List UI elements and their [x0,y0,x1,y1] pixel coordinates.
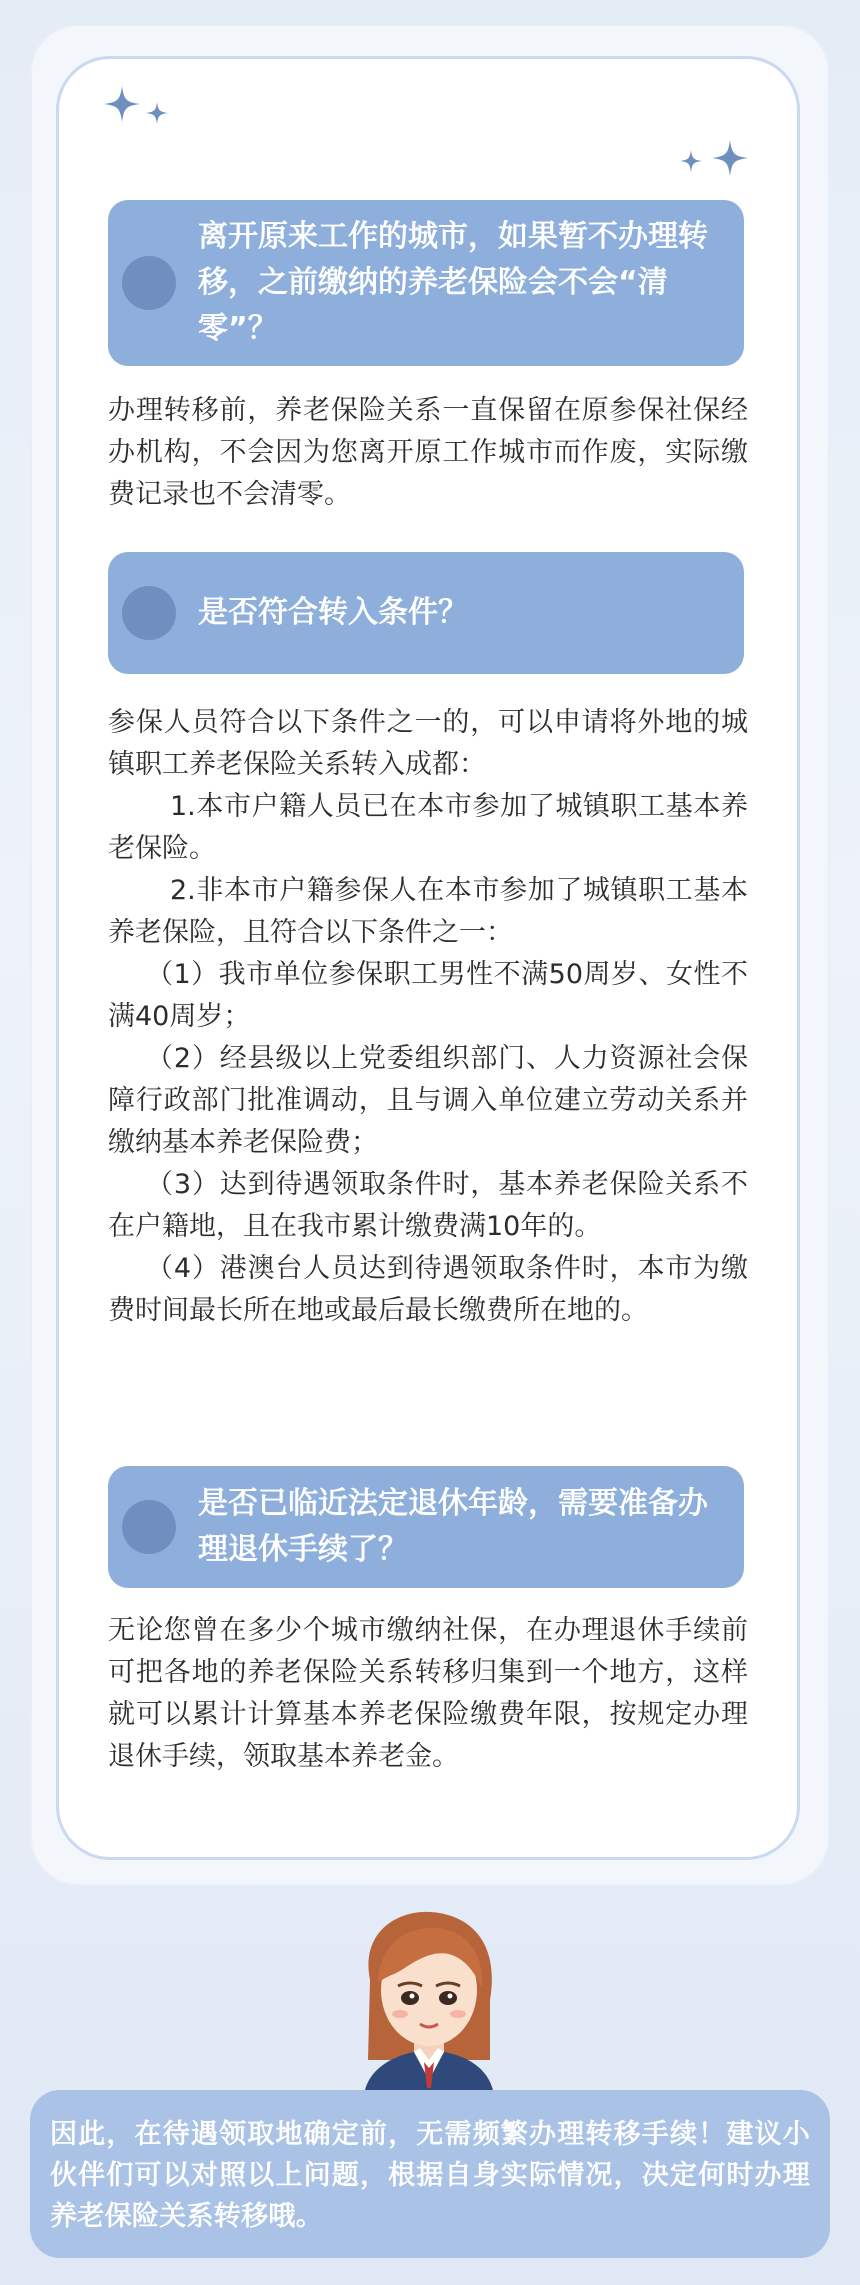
answer-2-line: 1.本市户籍人员已在本市参加了城镇职工基本养老保险。 [108,791,748,864]
answer-2 [108,702,748,1332]
question-3-text: 是否已临近法定退休年龄，需要准备办理退休手续了？ [198,1486,708,1567]
question-dot [122,586,176,640]
answer-3-text: 无论您曾在多少个城市缴纳社保，在办理退休手续前可把各地的养老保险关系转移归集到一个地方，这样就可以累计计算基本养老保险缴费年限，按规定办理退休手续，领取基本养老金。 [108,1615,748,1772]
answer-2-line: 参保人员符合以下条件之一的，可以申请将外地的城镇职工养老保险关系转入成都： [108,707,748,780]
answer-2-line: （1）我市单位参保职工男性不满50周岁、女性不满40周岁； [108,959,748,1032]
answer-3 [108,1610,748,1778]
question-dot [122,256,176,310]
answer-2-line: （4）港澳台人员达到待遇领取条件时，本市为缴费时间最长所在地或最后最长缴费所在地的。 [108,1253,748,1326]
question-dot [122,1500,176,1554]
avatar-illustration [350,1910,508,2095]
answer-1 [108,390,748,516]
sparkle-icon [104,86,140,122]
footer-text: 因此，在待遇领取地确定前，无需频繁办理转移手续！建议小伙伴们可以对照以上问题，根据自身实际情况，决定何时办理养老保险关系转移哦。 [50,2119,810,2232]
question-1-text: 离开原来工作的城市，如果暂不办理转移，之前缴纳的养老保险会不会“清零”？ [198,219,708,346]
footer-box [30,2090,830,2258]
answer-2-line: （2）经县级以上党委组织部门、人力资源社会保障行政部门批准调动，且与调入单位建立劳动关系并缴纳基本养老保险费； [108,1043,748,1158]
sparkle-icon [712,140,748,176]
answer-1-text: 办理转移前，养老保险关系一直保留在原参保社保经办机构，不会因为您离开原工作城市而作废，实际缴费记录也不会清零。 [108,395,748,510]
answer-2-line: （3）达到待遇领取条件时，基本养老保险关系不在户籍地，且在我市累计缴费满10年的。 [108,1169,748,1242]
answer-2-line: 2.非本市户籍参保人在本市参加了城镇职工基本养老保险，且符合以下条件之一： [108,875,748,948]
question-box-1 [108,200,744,366]
question-box-2 [108,552,744,674]
question-box-3 [108,1466,744,1588]
sparkle-icon [680,150,702,172]
sparkle-icon [146,102,168,124]
question-2-text: 是否符合转入条件？ [198,595,468,630]
